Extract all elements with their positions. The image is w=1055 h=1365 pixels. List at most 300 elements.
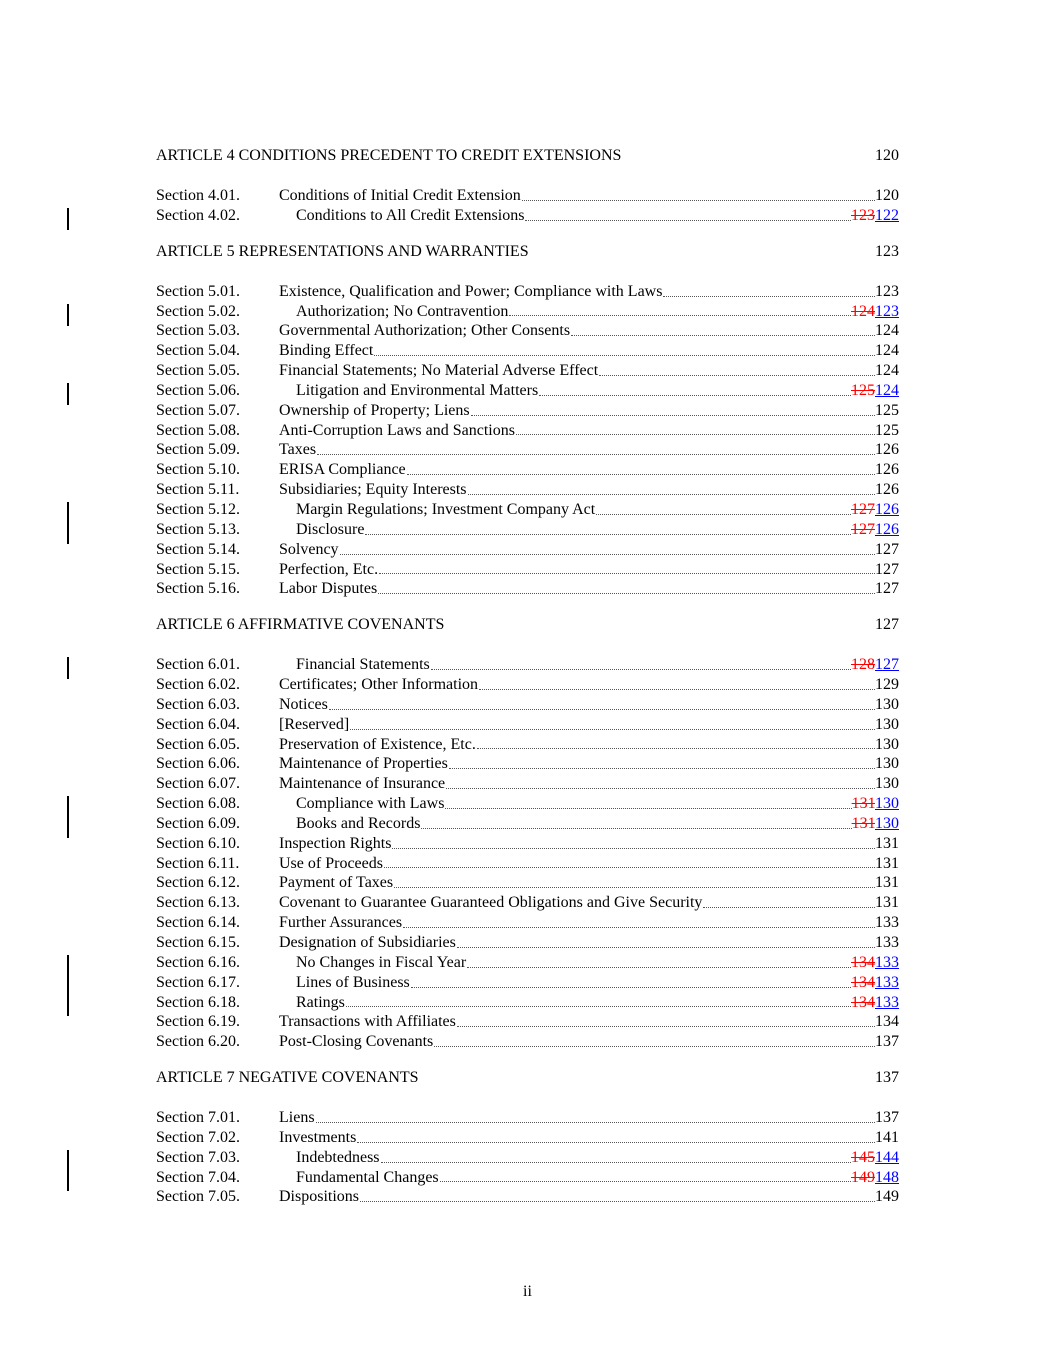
section-number: Section 5.02. (156, 302, 240, 320)
section-line (296, 953, 899, 973)
section-page-number (851, 655, 899, 675)
toc-entry[interactable] (156, 893, 899, 913)
dot-leader (596, 514, 851, 515)
article-heading (156, 613, 899, 637)
article-title: ARTICLE 7 NEGATIVE COVENANTS (156, 1069, 419, 1087)
dot-leader (317, 454, 875, 455)
dot-leader (703, 907, 875, 908)
section-number: Section 6.05. (156, 735, 240, 753)
article-page-number: 137 (875, 1069, 899, 1087)
section-title: Margin Regulations; Investment Company Act (296, 500, 596, 518)
section-number: Section 6.02. (156, 676, 240, 694)
revision-change-bar (67, 502, 69, 544)
deleted-page-number: 134 (851, 973, 875, 991)
section-line (279, 480, 899, 500)
section-title: Lines of Business (296, 973, 410, 991)
section-number: Section 6.13. (156, 894, 240, 912)
section-title: ERISA Compliance (279, 461, 406, 479)
section-page-number: 124 (875, 322, 899, 340)
section-line (296, 1148, 899, 1168)
section-line (279, 913, 899, 933)
section-line (279, 421, 899, 441)
section-number: Section 6.16. (156, 953, 240, 971)
toc-entry[interactable] (156, 460, 899, 480)
section-page-number: 149 (875, 1188, 899, 1206)
inserted-page-number[interactable]: 133 (875, 953, 899, 971)
section-title: Inspection Rights (279, 834, 392, 852)
dot-leader (434, 1046, 875, 1047)
revision-change-bar (67, 1150, 69, 1192)
section-title: Dispositions (279, 1188, 360, 1206)
section-page-number: 125 (875, 421, 899, 439)
article-page-number: 127 (875, 616, 899, 634)
section-page-number: 131 (875, 834, 899, 852)
dot-leader (571, 335, 875, 336)
section-number: Section 5.10. (156, 461, 240, 479)
section-title: Conditions of Initial Credit Extension (279, 187, 521, 204)
section-line (296, 500, 899, 520)
inserted-page-number[interactable]: 126 (875, 500, 899, 518)
section-title: Litigation and Environmental Matters (296, 381, 539, 399)
section-number: Section 7.02. (156, 1128, 240, 1146)
section-title: Preservation of Existence, Etc. (279, 735, 476, 753)
toc-entry[interactable] (156, 655, 899, 675)
section-page-number: 137 (875, 1033, 899, 1051)
dot-leader (346, 1006, 851, 1007)
toc-entry[interactable] (156, 715, 899, 735)
dot-leader (421, 828, 851, 829)
revision-change-bar (67, 304, 69, 326)
section-line (279, 715, 899, 735)
toc-entry[interactable] (156, 1108, 899, 1128)
section-line (296, 814, 899, 834)
section-title: Ownership of Property; Liens (279, 401, 470, 419)
toc-entry[interactable] (156, 794, 899, 814)
section-line (279, 1187, 899, 1207)
section-line (279, 933, 899, 953)
section-number: Section 6.12. (156, 874, 240, 892)
section-title: Taxes (279, 441, 317, 459)
dot-leader (394, 887, 875, 888)
section-title: Certificates; Other Information (279, 676, 479, 694)
section-page-number: 130 (875, 755, 899, 773)
toc-entry[interactable] (156, 854, 899, 874)
inserted-page-number[interactable]: 122 (875, 206, 899, 224)
dot-leader (329, 709, 875, 710)
section-page-number: 123 (875, 282, 899, 300)
dot-leader (379, 573, 875, 574)
section-title: Authorization; No Contravention (296, 302, 509, 320)
toc-entry[interactable] (156, 1187, 899, 1207)
toc-entry[interactable] (156, 675, 899, 695)
section-title: No Changes in Fiscal Year (296, 953, 467, 971)
section-number: Section 7.04. (156, 1168, 240, 1186)
section-page-number: 133 (875, 934, 899, 951)
section-line (296, 520, 899, 540)
section-title: Conditions to All Credit Extensions (296, 206, 525, 224)
toc-entry[interactable] (156, 381, 899, 401)
section-page-number: 130 (875, 695, 899, 713)
toc-entry[interactable] (156, 282, 899, 302)
section-line (279, 1108, 899, 1128)
section-page-number: 131 (875, 894, 899, 912)
toc-entry[interactable] (156, 361, 899, 381)
section-number: Section 5.01. (156, 282, 240, 300)
deleted-page-number: 127 (851, 520, 875, 538)
section-title: Liens (279, 1109, 315, 1127)
toc-entry[interactable] (156, 834, 899, 854)
section-line (296, 973, 899, 993)
article-title: ARTICLE 5 REPRESENTATIONS AND WARRANTIES (156, 242, 529, 260)
toc-entry[interactable] (156, 1012, 899, 1032)
dot-leader (525, 220, 851, 221)
inserted-page-number[interactable]: 148 (875, 1168, 899, 1186)
dot-leader (449, 768, 875, 769)
toc-entry[interactable] (156, 421, 899, 441)
section-page-number: 126 (875, 461, 899, 479)
section-number: Section 5.09. (156, 441, 240, 459)
toc-entry[interactable] (156, 913, 899, 933)
section-number: Section 5.11. (156, 481, 240, 499)
toc-entry[interactable] (156, 814, 899, 834)
article-title: ARTICLE 6 AFFIRMATIVE COVENANTS (156, 616, 445, 634)
section-number: Section 6.04. (156, 715, 240, 733)
section-number: Section 5.06. (156, 381, 240, 399)
section-page-number: 130 (875, 715, 899, 733)
section-page-number: 137 (875, 1109, 899, 1127)
deleted-page-number: 123 (851, 206, 875, 224)
section-line (279, 675, 899, 695)
toc-entry[interactable] (156, 1032, 899, 1052)
section-number: Section 6.19. (156, 1013, 240, 1031)
section-line (279, 854, 899, 874)
dot-leader (479, 689, 875, 690)
dot-leader (392, 848, 875, 849)
inserted-page-number[interactable]: 123 (875, 302, 899, 320)
section-line (279, 1128, 899, 1148)
section-number: Section 5.13. (156, 520, 240, 538)
deleted-page-number: 128 (851, 656, 875, 674)
section-page-number: 124 (875, 342, 899, 360)
toc-entry[interactable] (156, 520, 899, 540)
section-page-number: 125 (875, 401, 899, 419)
inserted-page-number[interactable]: 127 (875, 656, 899, 674)
dot-leader (516, 434, 875, 435)
section-number: Section 5.04. (156, 342, 240, 360)
section-title: Anti-Corruption Laws and Sanctions (279, 421, 515, 439)
section-number: Section 4.02. (156, 206, 240, 224)
section-number: Section 6.20. (156, 1033, 240, 1051)
toc-entry[interactable] (156, 873, 899, 893)
toc-entry[interactable] (156, 341, 899, 361)
section-title: Binding Effect (279, 342, 374, 360)
dot-leader (468, 494, 875, 495)
section-line (296, 381, 899, 401)
section-number: Section 6.15. (156, 934, 240, 951)
dot-leader (599, 375, 875, 376)
article-page-number: 123 (875, 242, 899, 260)
section-title: Maintenance of Insurance (279, 775, 446, 793)
dot-leader (316, 1122, 875, 1123)
section-number: Section 4.01. (156, 187, 240, 204)
section-number: Section 7.05. (156, 1188, 240, 1206)
section-number: Section 5.16. (156, 580, 240, 598)
dot-leader (381, 1162, 851, 1163)
section-title: Existence, Qualification and Power; Compliance with Laws (279, 282, 663, 300)
section-page-number: 133 (875, 914, 899, 932)
article-heading (156, 240, 899, 264)
section-title: Covenant to Guarantee Guaranteed Obligations and Give Security (279, 894, 703, 912)
dot-leader (539, 395, 851, 396)
article-page-number: 120 (875, 147, 899, 164)
section-line (279, 401, 899, 421)
toc-entry[interactable] (156, 754, 899, 774)
toc-entry[interactable] (156, 401, 899, 421)
section-line (279, 774, 899, 794)
toc-entry[interactable] (156, 695, 899, 715)
section-number: Section 5.15. (156, 560, 240, 578)
section-number: Section 6.10. (156, 834, 240, 852)
section-number: Section 6.14. (156, 914, 240, 932)
section-page-number: 129 (875, 676, 899, 694)
section-number: Section 6.06. (156, 755, 240, 773)
dot-leader (509, 315, 851, 316)
dot-leader (374, 355, 875, 356)
toc-entry[interactable] (156, 993, 899, 1013)
section-title: Fundamental Changes (296, 1168, 439, 1186)
section-line (279, 361, 899, 381)
section-number: Section 5.08. (156, 421, 240, 439)
section-page-number (851, 302, 899, 322)
section-number: Section 6.03. (156, 695, 240, 713)
section-title: Disclosure (296, 520, 365, 538)
section-line (279, 873, 899, 893)
section-page-number (851, 206, 899, 226)
section-page-number: 126 (875, 441, 899, 459)
section-number: Section 7.01. (156, 1109, 240, 1127)
section-page-number: 131 (875, 874, 899, 892)
section-title: Books and Records (296, 814, 421, 832)
dot-leader (360, 1201, 875, 1202)
dot-leader (357, 1142, 875, 1143)
section-number: Section 6.01. (156, 656, 240, 674)
section-line (296, 993, 899, 1013)
page-number: ii (523, 1283, 532, 1300)
revision-change-bar (67, 796, 69, 838)
toc-entry[interactable] (156, 953, 899, 973)
section-page-number (851, 953, 899, 973)
deleted-page-number: 134 (851, 953, 875, 971)
deleted-page-number: 124 (851, 302, 875, 320)
section-page-number: 124 (875, 362, 899, 380)
toc-entry[interactable] (156, 321, 899, 341)
section-page-number (851, 1168, 899, 1188)
toc-entry[interactable] (156, 579, 899, 599)
revision-change-bar (67, 955, 69, 1017)
section-title: Maintenance of Properties (279, 755, 448, 773)
toc-entry[interactable] (156, 500, 899, 520)
revision-change-bar (67, 657, 69, 679)
section-page-number: 131 (875, 854, 899, 872)
section-line (279, 282, 899, 302)
dot-leader (445, 808, 851, 809)
section-page-number (851, 520, 899, 540)
section-title: Perfection, Etc. (279, 560, 379, 578)
section-page-number (851, 1148, 899, 1168)
section-page-number (852, 794, 899, 814)
dot-leader (663, 296, 875, 297)
section-title: Ratings (296, 993, 345, 1011)
section-line (279, 754, 899, 774)
section-line (279, 695, 899, 715)
dot-leader (522, 200, 875, 201)
table-of-contents (156, 144, 899, 1207)
section-line (279, 560, 899, 580)
inserted-page-number[interactable]: 133 (875, 993, 899, 1011)
section-line (279, 440, 899, 460)
section-line (296, 1168, 899, 1188)
section-line (279, 1032, 899, 1052)
toc-entry[interactable] (156, 186, 899, 206)
section-page-number: 120 (875, 187, 899, 204)
dot-leader (340, 554, 875, 555)
section-line (296, 794, 899, 814)
deleted-page-number: 131 (851, 814, 875, 832)
dot-leader (446, 788, 875, 789)
deleted-page-number: 149 (851, 1168, 875, 1186)
inserted-page-number[interactable]: 144 (875, 1148, 899, 1166)
section-title: Financial Statements (296, 656, 430, 674)
section-number: Section 5.12. (156, 500, 240, 518)
dot-leader (411, 987, 851, 988)
deleted-page-number: 131 (851, 795, 875, 813)
toc-entry[interactable] (156, 206, 899, 226)
section-line (279, 540, 899, 560)
toc-entry[interactable] (156, 933, 899, 953)
toc-entry[interactable] (156, 735, 899, 755)
inserted-page-number[interactable]: 126 (875, 520, 899, 538)
toc-entry[interactable] (156, 560, 899, 580)
section-number: Section 7.03. (156, 1148, 240, 1166)
dot-leader (440, 1181, 851, 1182)
deleted-page-number: 127 (851, 500, 875, 518)
section-title: Indebtedness (296, 1148, 380, 1166)
section-page-number (852, 814, 899, 834)
toc-entry[interactable] (156, 1168, 899, 1188)
section-title: Subsidiaries; Equity Interests (279, 481, 467, 499)
toc-entry[interactable] (156, 440, 899, 460)
toc-entry[interactable] (156, 774, 899, 794)
inserted-page-number[interactable]: 124 (875, 381, 899, 399)
dot-leader (457, 1026, 875, 1027)
section-line (296, 206, 899, 226)
section-line (279, 186, 899, 206)
section-number: Section 5.05. (156, 362, 240, 380)
inserted-page-number[interactable]: 130 (875, 814, 899, 832)
dot-leader (378, 593, 875, 594)
section-title: Investments (279, 1128, 357, 1146)
section-page-number: 141 (875, 1128, 899, 1146)
section-number: Section 6.18. (156, 993, 240, 1011)
dot-leader (403, 927, 875, 928)
section-number: Section 6.08. (156, 795, 240, 813)
section-line (296, 655, 899, 675)
section-title: Transactions with Affiliates (279, 1013, 456, 1031)
section-line (279, 1012, 899, 1032)
toc-entry[interactable] (156, 540, 899, 560)
section-title: Post-Closing Covenants (279, 1033, 434, 1051)
section-page-number: 127 (875, 540, 899, 558)
inserted-page-number[interactable]: 130 (875, 795, 899, 813)
toc-entry[interactable] (156, 1148, 899, 1168)
section-title: [Reserved] (279, 715, 350, 733)
dot-leader (477, 748, 875, 749)
section-number: Section 6.17. (156, 973, 240, 991)
dot-leader (467, 967, 851, 968)
section-title: Compliance with Laws (296, 795, 445, 813)
toc-entry[interactable] (156, 1128, 899, 1148)
section-line (279, 321, 899, 341)
dot-leader (365, 534, 851, 535)
section-page-number (851, 500, 899, 520)
section-number: Section 5.03. (156, 322, 240, 340)
section-line (279, 834, 899, 854)
section-number: Section 6.11. (156, 854, 240, 872)
section-page-number: 130 (875, 735, 899, 753)
dot-leader (431, 669, 851, 670)
section-page-number (851, 993, 899, 1013)
section-line (279, 460, 899, 480)
revision-change-bar (67, 208, 69, 230)
section-title: Use of Proceeds (279, 854, 383, 872)
dot-leader (350, 729, 875, 730)
section-page-number: 134 (875, 1013, 899, 1031)
dot-leader (407, 474, 875, 475)
article-heading (156, 144, 899, 168)
section-line (279, 341, 899, 361)
section-number: Section 6.09. (156, 814, 240, 832)
dot-leader (384, 867, 875, 868)
section-page-number: 127 (875, 560, 899, 578)
section-title: Notices (279, 695, 328, 713)
section-title: Designation of Subsidiaries (279, 934, 456, 951)
section-number: Section 5.07. (156, 401, 240, 419)
section-number: Section 5.14. (156, 540, 240, 558)
deleted-page-number: 145 (851, 1148, 875, 1166)
article-heading (156, 1066, 899, 1090)
section-page-number (851, 381, 899, 401)
deleted-page-number: 134 (851, 993, 875, 1011)
dot-leader (457, 947, 875, 948)
section-title: Labor Disputes (279, 580, 378, 598)
dot-leader (471, 415, 875, 416)
section-title: Financial Statements; No Material Adverse Effect (279, 362, 599, 380)
section-title: Governmental Authorization; Other Consents (279, 322, 571, 340)
section-line (279, 893, 899, 913)
section-page-number: 127 (875, 580, 899, 598)
toc-entry[interactable] (156, 973, 899, 993)
toc-entry[interactable] (156, 302, 899, 322)
section-line (279, 579, 899, 599)
inserted-page-number[interactable]: 133 (875, 973, 899, 991)
section-page-number: 126 (875, 481, 899, 499)
toc-entry[interactable] (156, 480, 899, 500)
section-title: Payment of Taxes (279, 874, 394, 892)
section-line (279, 735, 899, 755)
article-title: ARTICLE 4 CONDITIONS PRECEDENT TO CREDIT EXTENSIONS (156, 147, 622, 164)
section-title: Further Assurances (279, 914, 403, 932)
deleted-page-number: 125 (851, 381, 875, 399)
